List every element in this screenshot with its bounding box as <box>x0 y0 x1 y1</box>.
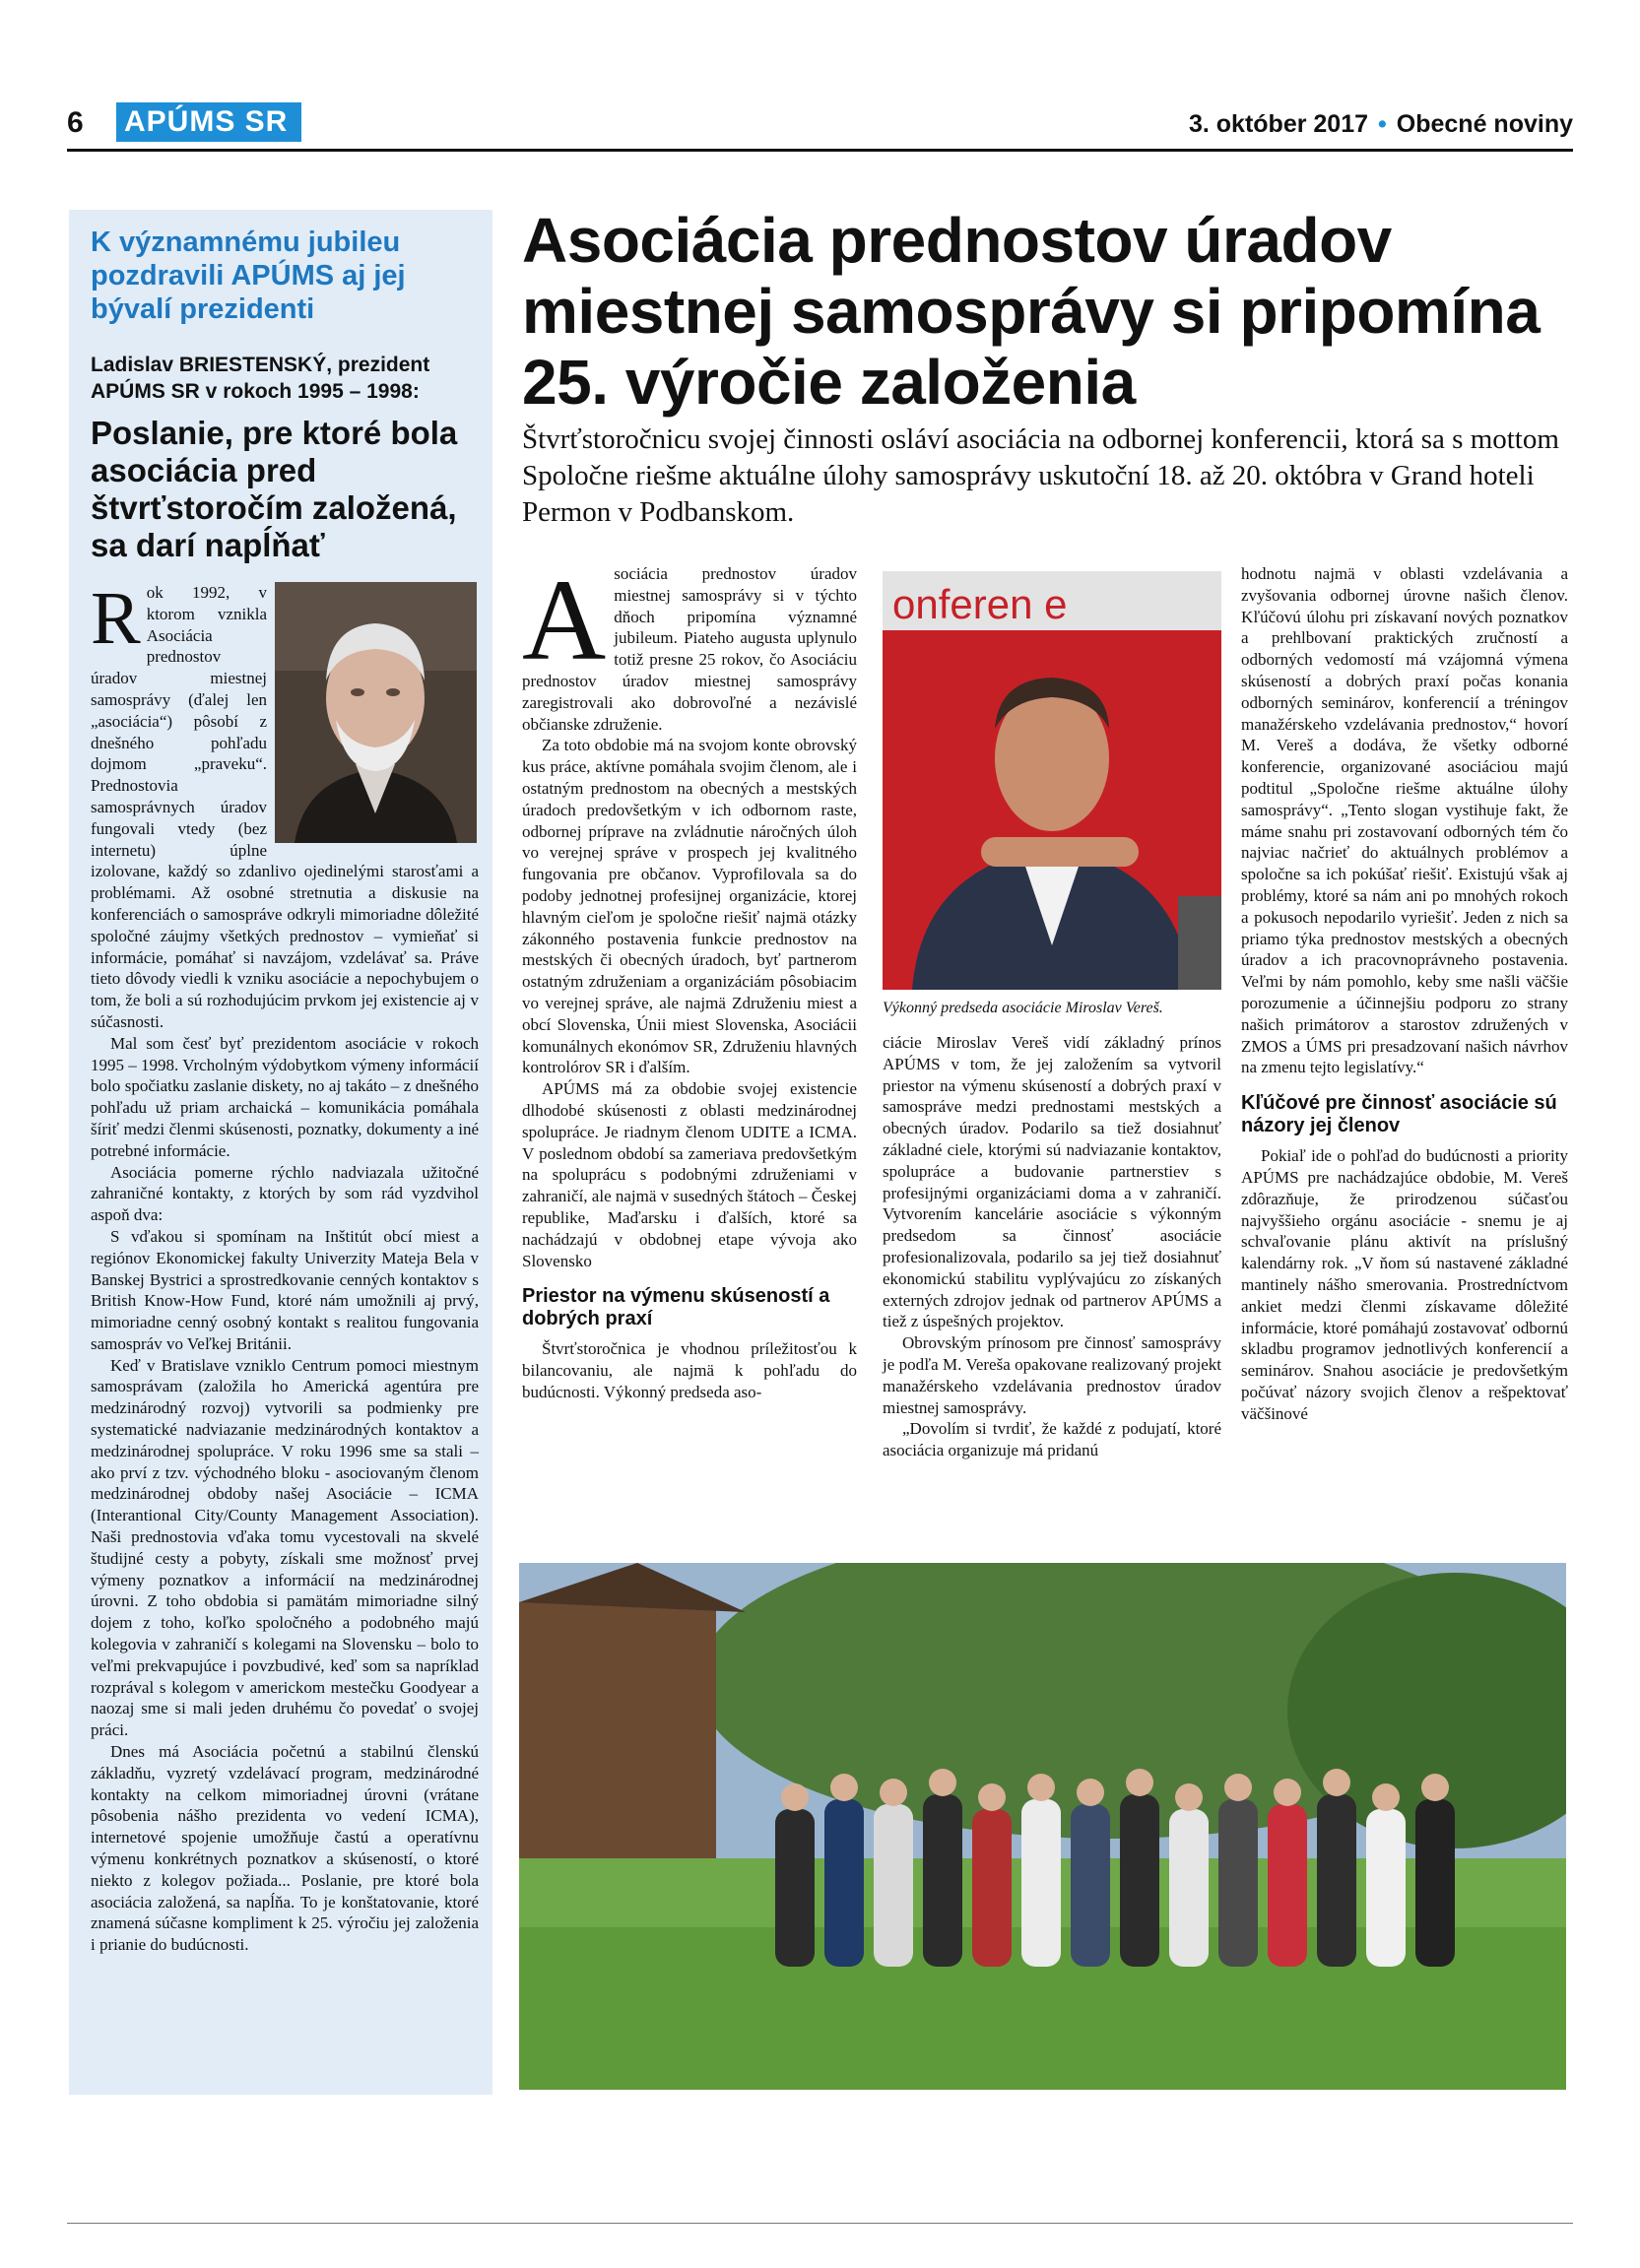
group-photo <box>519 1563 1566 2090</box>
executive-photo <box>883 571 1221 990</box>
article-paragraph: APÚMS má za obdobie svojej existencie dlhodobé skúsenosti z oblasti medzinárodnej spolupráce. Je riadnym členom UDITE a ICMA. V poslednom období sa zameriava predovšetkým na spoluprácu s podobnými združeniami v zahraničí, ale najmä v susedných štátoch – Českej republike, Maďarsku i ďalších, ktoré sa nachádzajú v obdobnej etape vývoja ako Slovensko <box>522 1079 857 1270</box>
sidebar-paragraph: Mal som česť byť prezidentom asociácie v rokoch 1995 – 1998. Vrcholným výdobytkom výmeny informácií bolo spočiatku zaslanie diskety, no aj takáto – z dnešného pohľadu už priam archaická – komunikácia pomáhala šíriť medzi členmi skúsenosti, poznatky, dokumenty a iné potrebné informácie. <box>91 1033 479 1160</box>
article-subhead: Kľúčové pre činnosť asociácie sú názory jej členov <box>1241 1092 1557 1137</box>
sidebar-paragraph: Asociácia pomerne rýchlo nadviazala užitočné zahraničné kontakty, z ktorých by som rád vyzdvihol aspoň dva: <box>91 1162 479 1225</box>
sidebar-heading: K významnému jubileu pozdravili APÚMS aj jej bývalí prezidenti <box>91 227 406 325</box>
photo-caption: Výkonný predseda asociácie Miroslav Vereš. <box>883 1000 1163 1016</box>
sidebar-box <box>69 210 492 2095</box>
footer-rule <box>67 2223 1573 2224</box>
article-paragraph: sociácia prednostov úradov miestnej samosprávy si v týchto dňoch pripomína významné jubileum. Piateho augusta uplynulo totiž presne 25 rokov, čo Asociáciu prednostov úradov miestnej samosprávy zaregistrovali ako dobrovoľné a nezávislé občianske združenie. <box>522 564 857 734</box>
page-number: 6 <box>67 106 84 139</box>
sidebar-paragraph: S vďakou si spomínam na Inštitút obcí miest a regiónov Ekonomickej fakulty Univerzity Mateja Bela v Banskej Bystrici a sprostredkovanie cenných kontaktov s British Know-How Fund, ktoré nám umožnili aj prvý, mimoriadne cenný osobný kontakt s realitou fungovania samospráv vo Veľkej Británii. <box>91 1226 479 1353</box>
dateline-separator: • <box>1378 110 1387 138</box>
article-column-1 <box>522 555 857 1403</box>
sidebar-author: Ladislav BRIESTENSKÝ, prezident APÚMS SR v rokoch 1995 – 1998: <box>91 354 430 403</box>
article-lede: Štvrťstoročnicu svojej činnosti osláví asociácia na odbornej konferencii, ktorá sa s mottom Spoločne riešme aktuálne úlohy samosprávy uskutoční 18. až 20. októbra v Grand hoteli Permon v Podbanskom. <box>522 423 1559 528</box>
article-paragraph: Obrovským prínosom pre činnosť samosprávy je podľa M. Vereša opakovane realizovaný projekt manažérskeho vzdelávania prednostov úradov miestnej samosprávy. <box>883 1333 1221 1417</box>
article-headline: Asociácia prednostov úradov miestnej samosprávy si pripomína 25. výročie založenia <box>522 205 1541 418</box>
article-paragraph: Za toto obdobie má na svojom konte obrovský kus práce, aktívne pomáhala svojim členom, ale i ostatným prednostom na obecných a mestských úradoch predovšetkým v ich odbornom raste, odbornej príprave na zvládnutie náročných úloh vo verejnej správe v prospech jej kvalitného fungovania pre občanov. Vyprofilovala sa do podoby jednotnej profesijnej organizácie, ktorej hlavným cieľom je spoločne riešiť najmä otázky zákonného postavenia funkcie prednostov na mestských či obecných úradoch, byť partnerom ostatným združeniam a organizáciám pôsobiacim vo verejnej správe, ale najmä Združeniu miest a obcí Slovenska, Únii miest Slovenska, Asociácii komunálnych ekonómov SR, Združeniu hlavných kontrolórov SR i ďalším. <box>522 736 857 1077</box>
portrait-illustration <box>275 582 477 843</box>
sidebar-title: Poslanie, pre ktoré bola asociácia pred štvrťstoročím založená, sa darí napĺňať <box>91 415 458 563</box>
article-column-2 <box>883 1032 1221 1461</box>
sidebar-paragraph: ok 1992, v ktorom vznikla Asociácia prednostov úradov miestnej samosprávy (ďalej len „asociácia“) pôsobí z dnešného pohľadu dojmom „praveku“. Prednostovia samosprávnych úradov fungovali vtedy (bez internetu) úplne izolovane, každý so zdanlivo ojedinelými starosťami a problémami. Až osobné stretnutia a diskusie na konferenciách o samospráve odkryli mimoriadne dôležité spoločné záujmy všetkých prednostov – vymieňať si informácie, pomáhať si navzájom, vzdelávať sa. Práve tieto dôvody viedli k vzniku asociácie a nepochybujem o tom, že boli a sú rozhodujúcim prvkom jej existencie aj v súčasnosti. <box>91 583 479 1031</box>
group-photo-illustration <box>519 1563 1566 2090</box>
executive-photo-illustration <box>883 571 1221 990</box>
article-paragraph: Pokiaľ ide o pohľad do budúcnosti a priority APÚMS pre nachádzajúce obdobie, M. Vereš zdôrazňuje, že prirodzenou súčasťou najvyššieho orgánu asociácie - snemu je aj schvaľovanie plánu aktivít na príslušný kalendárny rok. „V ňom sú nastavené základné mantinely nášho smerovania. Prostredníctvom ankiet medzi členmi získavame dôležité informácie, ktoré pomáhajú zostavovať odbornú skladbu programov jednotlivých konferencií a seminárov. Snahou asociácie je predovšetkým počúvať názory svojich členov a rešpektovať väčšinové <box>1241 1146 1568 1423</box>
header-rule <box>67 149 1573 152</box>
sidebar-body <box>91 577 479 1956</box>
portrait-photo <box>275 582 477 843</box>
issue-date: 3. október 2017 <box>1188 110 1369 138</box>
article-paragraph: Štvrťstoročnica je vhodnou príležitosťou k bilancovaniu, ale najmä k pohľadu do budúcnosti. Výkonný predseda aso- <box>522 1339 857 1401</box>
sidebar-paragraph: Dnes má Asociácia početnú a stabilnú členskú základňu, vyzretý vzdelávací program, medzinárodné kontakty na celkom mimoriadnej úrovni (vrátane pôsobenia nášho prezidenta vo vedení ICMA), internetové spojenie umožňuje častú a operatívnu výmenu konkrétnych poznatkov a skúseností, o ktoré niekto z kolegov požiada... Poslanie, pre ktoré bola asociácia založená, sa napĺňa. To je konštatovanie, ktoré znamená súčasne kompliment k 25. výročiu jej založenia i prianie do budúcnosti. <box>91 1742 479 1955</box>
article-paragraph: „Dovolím si tvrdiť, že každé z podujatí, ktoré asociácia organizuje má pridanú <box>883 1419 1221 1460</box>
section-brand: APÚMS SR <box>116 102 301 142</box>
article-subhead: Priestor na výmenu skúseností a dobrých praxí <box>522 1285 830 1330</box>
dateline <box>1189 110 1573 139</box>
photo-backdrop-text: onferen e <box>892 581 1068 627</box>
article-dropcap: A <box>522 555 607 684</box>
article-column-3 <box>1241 563 1568 1424</box>
article-paragraph: hodnotu najmä v oblasti vzdelávania a zvyšovania odbornej úrovne našich členov. Kľúčovú úlohu pri získavaní nových poznatkov a prehlbovaní praktických zručností a odborných vedomostí má vzájomná výmena skúseností a dobrých praxí počas konania odborných seminárov, konferencií a tréningov manažérskeho vzdelávania prednostov,“ hovorí M. Vereš a dodáva, že všetky odborné konferencie, organizované asociáciou majú podtitul „Spoločne riešme aktuálne úlohy samosprávy“. „Tento slogan vystihuje fakt, že máme snahu pri zostavovaní odborných tém čo najviac načrieť do aktuálnych problémov a spoločne sa ich pokúšať riešiť. Existujú však aj problémy, ktoré sa nám ani po mnohých rokoch a pokusoch nepodarilo vyriešiť. Jeden z nich sa priamo týka prednostov mestských a obecných úradov a ich pracovnoprávneho postavenia. Veľmi by nám pomohlo, keby sme našli väčšie porozumenie a účinnejšiu podporu zo strany našich primátorov a starostov združených v ZMOS a ÚMS pri presadzovaní našich návrhov na zmenu tejto legislatívy.“ <box>1241 564 1568 1077</box>
publication-name: Obecné noviny <box>1396 110 1573 138</box>
sidebar-dropcap: R <box>91 577 141 660</box>
article-paragraph: ciácie Miroslav Vereš vidí základný prínos APÚMS v tom, že jej založením sa vytvoril priestor na výmenu skúseností a dobrých praxí v samospráve medzi prednostami mestských a obecných úradov. Podarilo sa tiež dosiahnuť základné ciele, ktorými sú nadviazanie kontaktov, spolupráce a budovanie partnerstiev s profesijnými organizáciami doma a v zahraničí. Vytvorením kancelárie asociácie s výkonným predsedom sa činnosť asociácie profesionalizovala, podarilo sa jej tiež dosiahnuť ekonomickú stabilitu vyplývajúcu zo získaných externých zdrojov jednak od partnerov APÚMS a tiež z úspešných projektov. <box>883 1033 1221 1331</box>
sidebar-paragraph: Keď v Bratislave vzniklo Centrum pomoci miestnym samosprávam (založila ho Americká agentúra pre medzinárodný rozvoj) vytvorili sa podmienky pre systematické nadviazanie medzinárodných kontaktov a medzinárodnej spolupráce. V roku 1996 sme sa stali – ako prví z tzv. východného bloku - asociovaným členom medzinárodnej obdoby našej Asociácie – ICMA (Interantional City/County Management Association). Naši prednostovia vďaka tomu vycestovali na skvelé študijné cesty a pobyty, získali sme možnosť prvej výmeny poznatkov a informácií na medzinárodnej úrovni. Z toho obdobia si pamätám mimoriadne silný dojem z toho, koľko spoločného a podobného majú kolegovia v zahraničí s kolegami na Slovensku – bolo to veľmi prekvapujúce i povzbudivé, keď som sa napríklad rozprával s kolegom v americkom mestečku Goodyear a naozaj sme si mali jeden druhému čo povedať o svojej práci. <box>91 1355 479 1740</box>
